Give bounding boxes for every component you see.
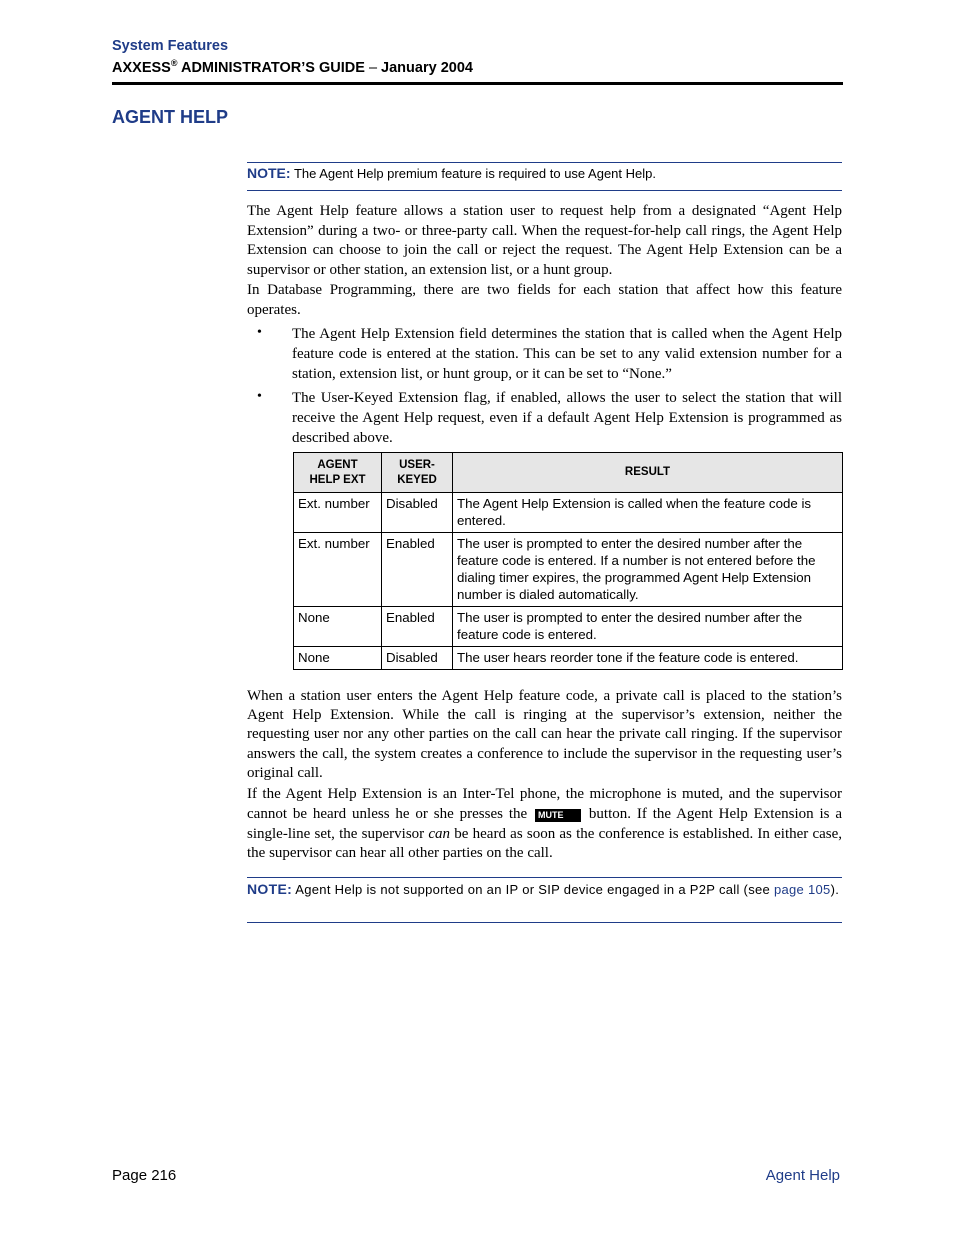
- note-label: NOTE:: [247, 881, 293, 897]
- table-header-row: [294, 453, 843, 493]
- guide-title: ADMINISTRATOR’S GUIDE: [177, 60, 365, 76]
- cell-result: The Agent Help Extension is called when the feature code is entered.: [453, 493, 843, 533]
- cell-keyed: Disabled: [382, 493, 453, 533]
- header-guide-title: [112, 60, 473, 76]
- mute-key-icon: MUTE: [535, 809, 581, 822]
- cell-result: The user is prompted to enter the desired number after the feature code is entered.: [453, 607, 843, 647]
- registered-mark: ®: [170, 58, 178, 68]
- header-user-keyed: USER- KEYED: [382, 453, 453, 493]
- note-text: Agent Help is not supported on an IP or SIP device engaged in a P2P call (see: [292, 882, 774, 897]
- table-row: [294, 493, 843, 533]
- paragraph-private-call: When a station user enters the Agent Help feature code, a private call is placed to the station’s Agent Help Extension. While the call is ringing at the supervisor’s extension, neither the requesting user nor any other parties on the call can hear the private call ringing. If the supervisor answers the call, the system creates a conference to include the supervisor in the requesting user’s original call.: [247, 688, 842, 781]
- footer-section-name: Agent Help: [765, 1167, 840, 1184]
- note-content: [247, 165, 656, 181]
- page-title: AGENT HELP: [112, 107, 229, 127]
- table-row: [294, 533, 843, 607]
- page-reference-link[interactable]: page 105: [773, 882, 831, 897]
- header-rule: [112, 82, 843, 85]
- note-content: [247, 880, 842, 899]
- cell-ext: Ext. number: [294, 493, 382, 533]
- table-row: [294, 647, 843, 670]
- header-result: RESULT: [453, 453, 843, 493]
- bullet-marker: •: [257, 325, 262, 340]
- cell-ext: None: [294, 607, 382, 647]
- bullet-marker: •: [257, 389, 262, 404]
- note-tail: ).: [830, 882, 840, 897]
- agent-help-table: [293, 452, 843, 670]
- cell-keyed: Disabled: [382, 647, 453, 670]
- note-box-p2p: [247, 877, 842, 923]
- paragraph-mute: If the Agent Help Extension is an Inter-Tel phone, the microphone is muted, and the supervisor cannot be heard unless he or she presses the MUTE button. If the Agent Help Extension is a single-line set, the supervisor can be heard as soon as the conference is established. In either case, the supervisor can hear all other parties on the call.: [247, 786, 843, 862]
- header-section-title: System Features: [112, 38, 229, 54]
- cell-ext: None: [294, 647, 382, 670]
- header-agent-help-ext: AGENT HELP EXT: [294, 453, 382, 493]
- cell-keyed: Enabled: [382, 533, 453, 607]
- footer-page-number: Page 216: [112, 1167, 177, 1184]
- bullet-agent-help-extension: The Agent Help Extension field determines the station that is called when the Agent Help feature code is entered at the station. This can be set to any valid extension number for a station, extension list, or hunt group, or it can be set to “None.”: [292, 326, 842, 382]
- paragraph-intro: The Agent Help feature allows a station user to request help from a designated “Agent Help Extension” during a two- or three-party call. When the request-for-help call rings, the Agent Help Extension can choose to join the call or reject the request. The Agent Help Extension can be a supervisor or other station, an extension list, or a hunt group.: [247, 203, 842, 278]
- cell-result: The user hears reorder tone if the feature code is entered.: [453, 647, 843, 670]
- table-row: [294, 607, 843, 647]
- guide-brand: AXXESS: [112, 60, 171, 76]
- cell-keyed: Enabled: [382, 607, 453, 647]
- paragraph-database: In Database Programming, there are two fields for each station that affect how this feature operates.: [247, 282, 842, 318]
- bullet-user-keyed-extension: The User-Keyed Extension flag, if enabled, allows the user to select the station that will receive the Agent Help request, even if a default Agent Help Extension is programmed as described above.: [292, 390, 842, 446]
- note-text: The Agent Help premium feature is required to use Agent Help.: [290, 166, 656, 181]
- guide-date: January 2004: [381, 60, 473, 76]
- cell-ext: Ext. number: [294, 533, 382, 607]
- note-label: NOTE:: [247, 165, 291, 181]
- guide-dash: –: [364, 60, 382, 76]
- cell-result: The user is prompted to enter the desired number after the feature code is entered. If a number is not entered before the dialing timer expires, the programmed Agent Help Extension number is dialed automatically.: [453, 533, 843, 607]
- note-box-premium: [247, 162, 842, 191]
